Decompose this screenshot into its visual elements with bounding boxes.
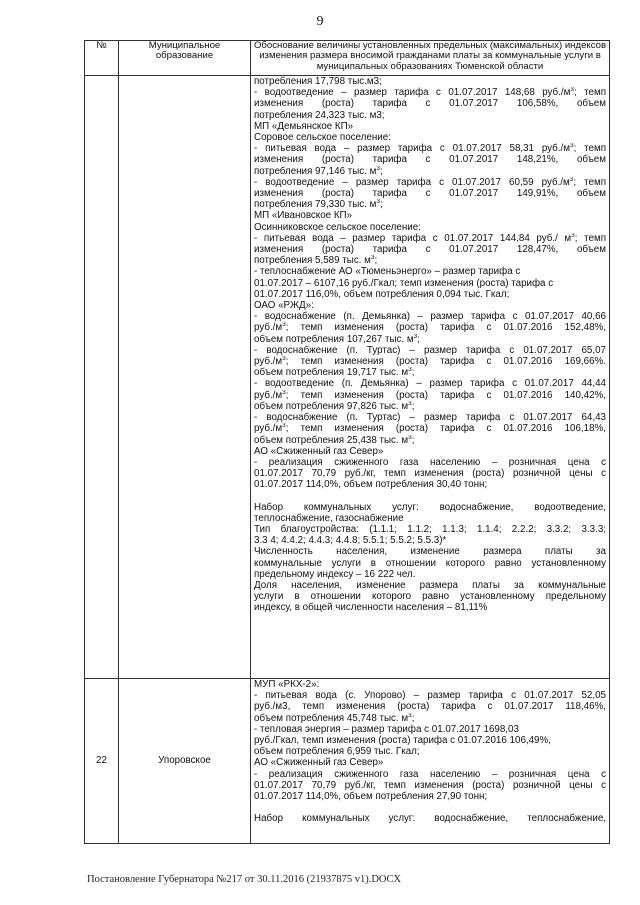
text-line: теплоснабжение, газоснабжение — [254, 512, 404, 524]
text-line: 3.3 4; 4.4.2; 4.4.3; 4.4.8; 5.5.1; 5.5.2; 5.5.3)* — [254, 535, 447, 547]
document-footer: Постановление Губернатора №217 от 30.11.2016 (21937875 v1).DOCX — [87, 874, 402, 885]
text-line: изменения (роста) тарифа с 01.07.2017 148,21%, объем — [254, 154, 606, 166]
row-number-cell — [85, 76, 119, 679]
text-line: - реализация сжиженного газа населению – розничная цена с — [254, 768, 606, 780]
text-line: 01.07.2017 114,0%, объем потребления 30,40 тонн; — [254, 479, 488, 491]
text-line: МУП «РКХ-2»: — [254, 679, 320, 690]
text-line: - водоотведение – размер тарифа с 01.07.2017 60,59 $руб./м^3$; темп — [254, 176, 606, 188]
text-line: изменения (роста) тарифа с 01.07.2017 128,47%, объем — [254, 244, 606, 256]
text-line: $руб./м^3$; темп изменения (роста) тарифа с 01.07.2016 106,18%, — [254, 423, 606, 435]
text-line: объем потребления 97,826 тыс. $м^3$; — [254, 400, 415, 412]
text-line: - водоснабжение (п. Туртас) – размер тарифа с 01.07.2017 64,43 — [254, 412, 606, 424]
text-line: индексу, в общей численности населения – 81,11% — [254, 602, 488, 614]
text-line: изменения (роста) тарифа с 01.07.2017 149,91%, объем — [254, 188, 606, 200]
justification-cell — [251, 76, 610, 679]
row-number-cell: 22 — [85, 679, 119, 844]
text-line: - водоснабжение (п. Туртас) – размер тарифа с 01.07.2017 65,07 — [254, 344, 606, 356]
text-line: - водоотведение – размер тарифа с 01.07.2017 148,68 $руб./м^3$; темп — [254, 87, 606, 99]
text-line: 01.07.2017 114,0%, объем потребления 27,90 тонн; — [254, 791, 488, 803]
header-number: № — [85, 41, 119, 76]
text-line: ОАО «РЖД»: — [254, 300, 314, 312]
text-line: - теплоснабжение АО «Тюменьэнерго» – размер тарифа с — [254, 266, 521, 278]
text-line: изменения (роста) тарифа с 01.07.2017 106,58%, объем — [254, 98, 606, 110]
text-line: объем потребления 107,267 тыс. $м^3$; — [254, 333, 420, 345]
text-line: объем потребления 6,959 тыс. Гкал; — [254, 746, 420, 758]
text-line: $руб./м^3$; темп изменения (роста) тарифа с 01.07.2016 140,42%, — [254, 389, 606, 401]
text-line: коммунальные услуги в отношении которого равно установленному — [254, 557, 606, 569]
municipality-cell — [119, 76, 251, 679]
text-line: - питьевая вода – размер тарифа с 01.07.2017 58,31 $руб./м^3$; темп — [254, 143, 606, 155]
text-line: предельному индексу – 16 222 чел. — [254, 568, 416, 580]
text-line: $руб./м^3$; темп изменения (роста) тарифа с 01.07.2016 169,66%. — [254, 356, 606, 368]
blank-line — [254, 491, 606, 502]
text-line: потребления 24,323 тыс. м3; — [254, 109, 385, 121]
table-row — [85, 76, 610, 679]
text-line: - водоотведение (п. Демьянка) – размер тарифа с 01.07.2017 44,44 — [254, 378, 606, 390]
justification-cell — [251, 679, 610, 844]
text-line: объем потребления 25,438 тыс. $м^3$; — [254, 434, 415, 446]
text-line: - питьевая вода (с. Упорово) – размер тарифа с 01.07.2017 52,05 — [254, 690, 606, 702]
header-justification: Обоснование величины установленных предельных (максимальных) индексов изменения размера вносимой гражданами платы за коммунальные услуги в муниципальных образованиях Тюменской области — [251, 41, 610, 76]
text-line: руб./м3, темп изменения (роста) тарифа с 01.07.2017 118,46%, — [254, 701, 606, 713]
text-line: - водоснабжение (п. Демьянка) – размер тарифа с 01.07.2017 40,66 — [254, 311, 606, 323]
text-line: 01.07.2017 70,79 руб./кг, темп изменения (роста) розничной цены с — [254, 468, 606, 480]
text-line: 01.07.2017 116,0%, объем потребления 0,094 тыс. Гкал; — [254, 288, 510, 300]
text-line: услуги в отношении которого равно установленному предельному — [254, 591, 606, 603]
text-line: $руб./м^3$; темп изменения (роста) тарифа с 01.07.2016 152,48%, — [254, 322, 606, 334]
table-header-row — [85, 41, 610, 76]
text-line: потребления 79,330 тыс. $м^3$; — [254, 199, 383, 211]
text-line: - реализация сжиженного газа населению – розничная цена с — [254, 456, 606, 468]
text-line: руб./Гкал, темп изменения (роста) тарифа с 01.07.2016 106,49%, — [254, 735, 551, 747]
text-line: объем потребления 45,748 тыс. $м^3$; — [254, 712, 415, 724]
tariff-table — [84, 40, 610, 844]
text-line: потребления 5,589 тыс. $м^3$; — [254, 255, 378, 267]
text-line: АО «Сжиженный газ Север» — [254, 445, 384, 457]
text-line: МП «Демьянское КП» — [254, 120, 354, 132]
header-municipality: Муниципальное образование — [119, 41, 251, 76]
text-line: МП «Ивановское КП» — [254, 210, 353, 222]
text-line: Осинниковское сельское поселение: — [254, 221, 421, 233]
text-line: Доля населения, изменение размера платы за коммунальные — [254, 579, 606, 591]
text-line: потребления 97,146 тыс. $м^3$; — [254, 165, 383, 177]
text-line: объем потребления 19,717 тыс. $м^3$; — [254, 367, 415, 379]
text-line: Тип благоустройства: (1.1.1; 1.1.2; 1.1.3; 1.1.4; 2.2.2; 3.3.2; 3.3.3; — [254, 523, 606, 535]
page-number: 9 — [316, 14, 324, 29]
municipality-cell: Упоровское — [119, 679, 251, 844]
text-line: Соровое сельское поселение: — [254, 132, 391, 144]
text-line: 01.07.2017 70,79 руб./кг, темп изменения (роста) розничной цены с — [254, 779, 606, 791]
text-line: потребления 17,798 тыс.м3; — [254, 76, 382, 87]
text-line: Набор коммунальных услуг: водоснабжение, теплоснабжение, — [254, 813, 606, 825]
text-line: - тепловая энергия – размер тарифа с 01.07.2017 1698,03 — [254, 723, 519, 735]
text-line: - питьевая вода – размер тарифа с 01.07.2017 144,84 руб./ $м^3$; темп — [254, 232, 606, 244]
text-line: 01.07.2017 – 6107,16 руб./Гкал; темп изменения (роста) тарифа с — [254, 277, 554, 289]
text-line: АО «Сжиженный газ Север» — [254, 757, 384, 769]
table-row — [85, 679, 610, 844]
text-line: Набор коммунальных услуг: водоснабжение, водоотведение, — [254, 501, 606, 513]
blank-line — [254, 802, 606, 813]
text-line: Численность населения, изменение размера платы за — [254, 546, 606, 558]
